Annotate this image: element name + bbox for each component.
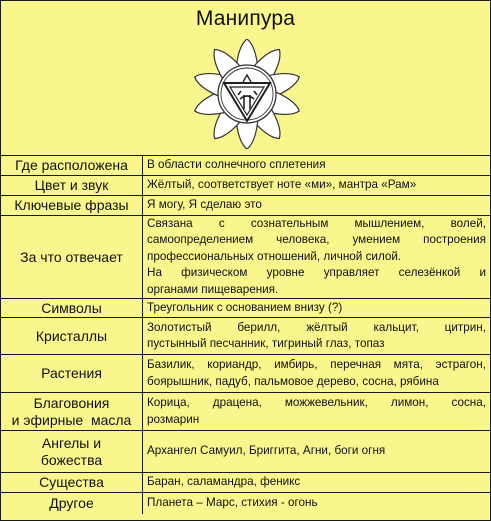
table-row xyxy=(1,493,490,514)
row-label-line: Ангелы и xyxy=(41,435,102,451)
row-label: Существа xyxy=(1,473,143,493)
page-title: Манипура xyxy=(195,7,296,30)
row-value xyxy=(143,318,491,355)
row-value-line: Треугольник с основанием внизу (?) xyxy=(147,300,343,314)
row-label: Другое xyxy=(1,493,143,514)
table-row xyxy=(1,473,490,493)
row-label: Где расположена xyxy=(1,156,143,175)
row-value-line: Архангел Самуил, Бриггита, Агни, боги огня xyxy=(147,444,386,458)
row-label-line: Благовония xyxy=(33,395,110,411)
manipura-lotus-icon xyxy=(188,39,306,149)
row-label: Кристаллы xyxy=(1,318,143,355)
row-label-line: божества xyxy=(40,451,103,468)
row-value-line: Корица, драцена, можжевельник, лимон, сосна, xyxy=(147,396,486,409)
row-value xyxy=(143,195,491,215)
table-row xyxy=(1,299,490,318)
row-value xyxy=(143,299,491,318)
row-value-line: самоопределением человека, умением построения xyxy=(147,233,486,246)
row-value xyxy=(143,355,491,393)
row-label: Растения xyxy=(1,355,143,393)
row-value-line: На физическом уровне управляет селезёнкой и xyxy=(147,266,486,279)
table-row xyxy=(1,156,490,175)
row-value xyxy=(143,156,491,175)
row-value-line: Жёлтый, соответствует ноте «ми», мантра «Рам» xyxy=(147,177,417,191)
row-label: Символы xyxy=(1,299,143,318)
row-value-line: профессиональных отношений, личной силой. xyxy=(147,249,402,263)
table-row xyxy=(1,195,490,215)
header xyxy=(1,1,490,156)
row-label xyxy=(1,431,143,473)
row-label: За что отвечает xyxy=(1,215,143,299)
row-label-line: и эфирные масла xyxy=(11,411,132,428)
row-value-line: органами пищеварения. xyxy=(147,282,279,296)
row-value-line: Планета – Марс, стихия - огонь xyxy=(147,496,318,509)
row-value-line: пустынный песчанник, тигриный глаз, топаз xyxy=(147,337,385,350)
properties-table xyxy=(1,156,490,514)
row-value xyxy=(143,393,491,431)
row-value-line: Я могу, Я сделаю это xyxy=(147,197,262,211)
table-row xyxy=(1,215,490,299)
row-value-line: розмарин xyxy=(147,412,200,426)
row-label xyxy=(1,393,143,431)
table-row xyxy=(1,175,490,195)
row-value-line: Связана с сознательным мышлением, волей, xyxy=(147,216,486,230)
row-label: Ключевые фразы xyxy=(1,195,143,215)
row-value xyxy=(143,473,491,493)
table-row xyxy=(1,431,490,473)
row-value xyxy=(143,215,491,299)
row-value xyxy=(143,175,491,195)
row-label: Цвет и звук xyxy=(1,175,143,195)
table-row xyxy=(1,355,490,393)
row-value-line: Базилик, кориандр, имбирь, перечная мята, эстрагон, xyxy=(147,358,486,371)
row-value-line: Баран, саламандра, феникс xyxy=(147,475,301,489)
row-value xyxy=(143,431,491,473)
row-value-line: боярышник, падуб, пальмовое дерево, сосна, рябина xyxy=(147,374,439,388)
table-row xyxy=(1,393,490,431)
row-value-line: Золотистый берилл, жёлтый кальцит, цитрин, xyxy=(147,320,486,334)
table-row xyxy=(1,318,490,355)
row-value-line: В области солнечного сплетения xyxy=(147,158,326,171)
row-value xyxy=(143,493,491,514)
